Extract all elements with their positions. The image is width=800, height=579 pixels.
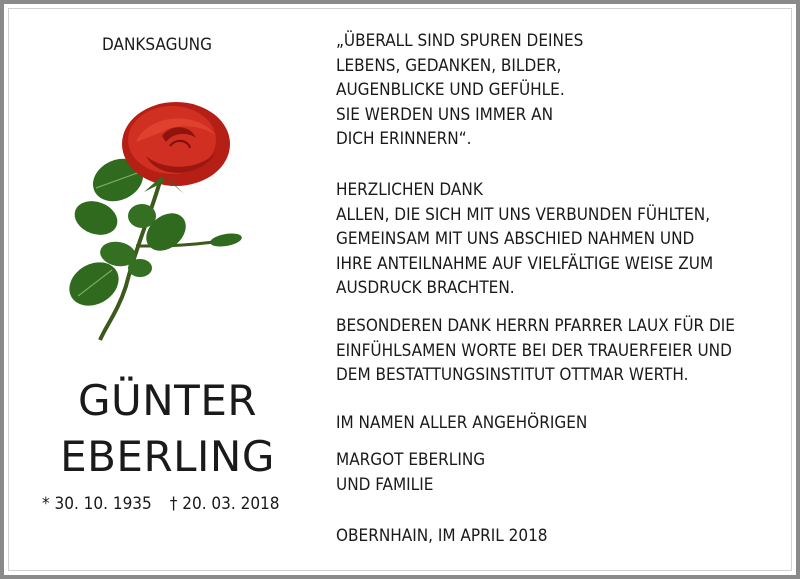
signature-line: MARGOT EBERLING [336, 450, 486, 470]
thanks-line: ALLEN, DIE SICH MIT UNS VERBUNDEN FÜHLTEN, [336, 204, 711, 225]
thanks-line: AUSDRUCK BRACHTEN. [336, 278, 515, 298]
special-thanks-line: DEM BESTATTUNGSINSTITUT OTTMAR WERTH. [336, 365, 689, 385]
notice-heading: DANKSAGUNG [102, 35, 212, 55]
special-thanks-line: EINFÜHLSAMEN WORTE BEI DER TRAUERFEIER UND [336, 340, 732, 361]
quote-line: DICH ERINNERN“. [336, 129, 472, 149]
on-behalf-line: IM NAMEN ALLER ANGEHÖRIGEN [336, 413, 588, 433]
death-date: † 20. 03. 2018 [169, 494, 280, 514]
signature-line: UND FAMILIE [336, 474, 434, 495]
place-date: OBERNHAIN, IM APRIL 2018 [336, 526, 548, 546]
life-dates [42, 494, 280, 514]
quote-line: SIE WERDEN UNS IMMER AN [336, 104, 554, 125]
quote-block [336, 29, 583, 152]
quote-line: „ÜBERALL SIND SPUREN DEINES [336, 31, 584, 51]
quote-line: AUGENBLICKE UND GEFÜHLE. [336, 80, 565, 100]
special-thanks-block [336, 314, 735, 388]
thanks-line: HERZLICHEN DANK [336, 180, 483, 200]
thanks-block [336, 178, 713, 301]
thanks-line: IHRE ANTEILNAHME AUF VIELFÄLTIGE WEISE ZUM [336, 253, 714, 274]
birth-date: * 30. 10. 1935 [42, 494, 152, 514]
special-thanks-line: BESONDEREN DANK HERRN PFARRER LAUX FÜR DIE [336, 316, 735, 336]
signature-block [336, 448, 485, 497]
quote-line: LEBENS, GEDANKEN, BILDER, [336, 55, 562, 76]
red-rose-icon [66, 96, 246, 342]
deceased-first-name: GÜNTER [77, 376, 258, 425]
thanks-line: GEMEINSAM MIT UNS ABSCHIED NAHMEN UND [336, 229, 695, 249]
deceased-last-name: EBERLING [60, 432, 275, 481]
